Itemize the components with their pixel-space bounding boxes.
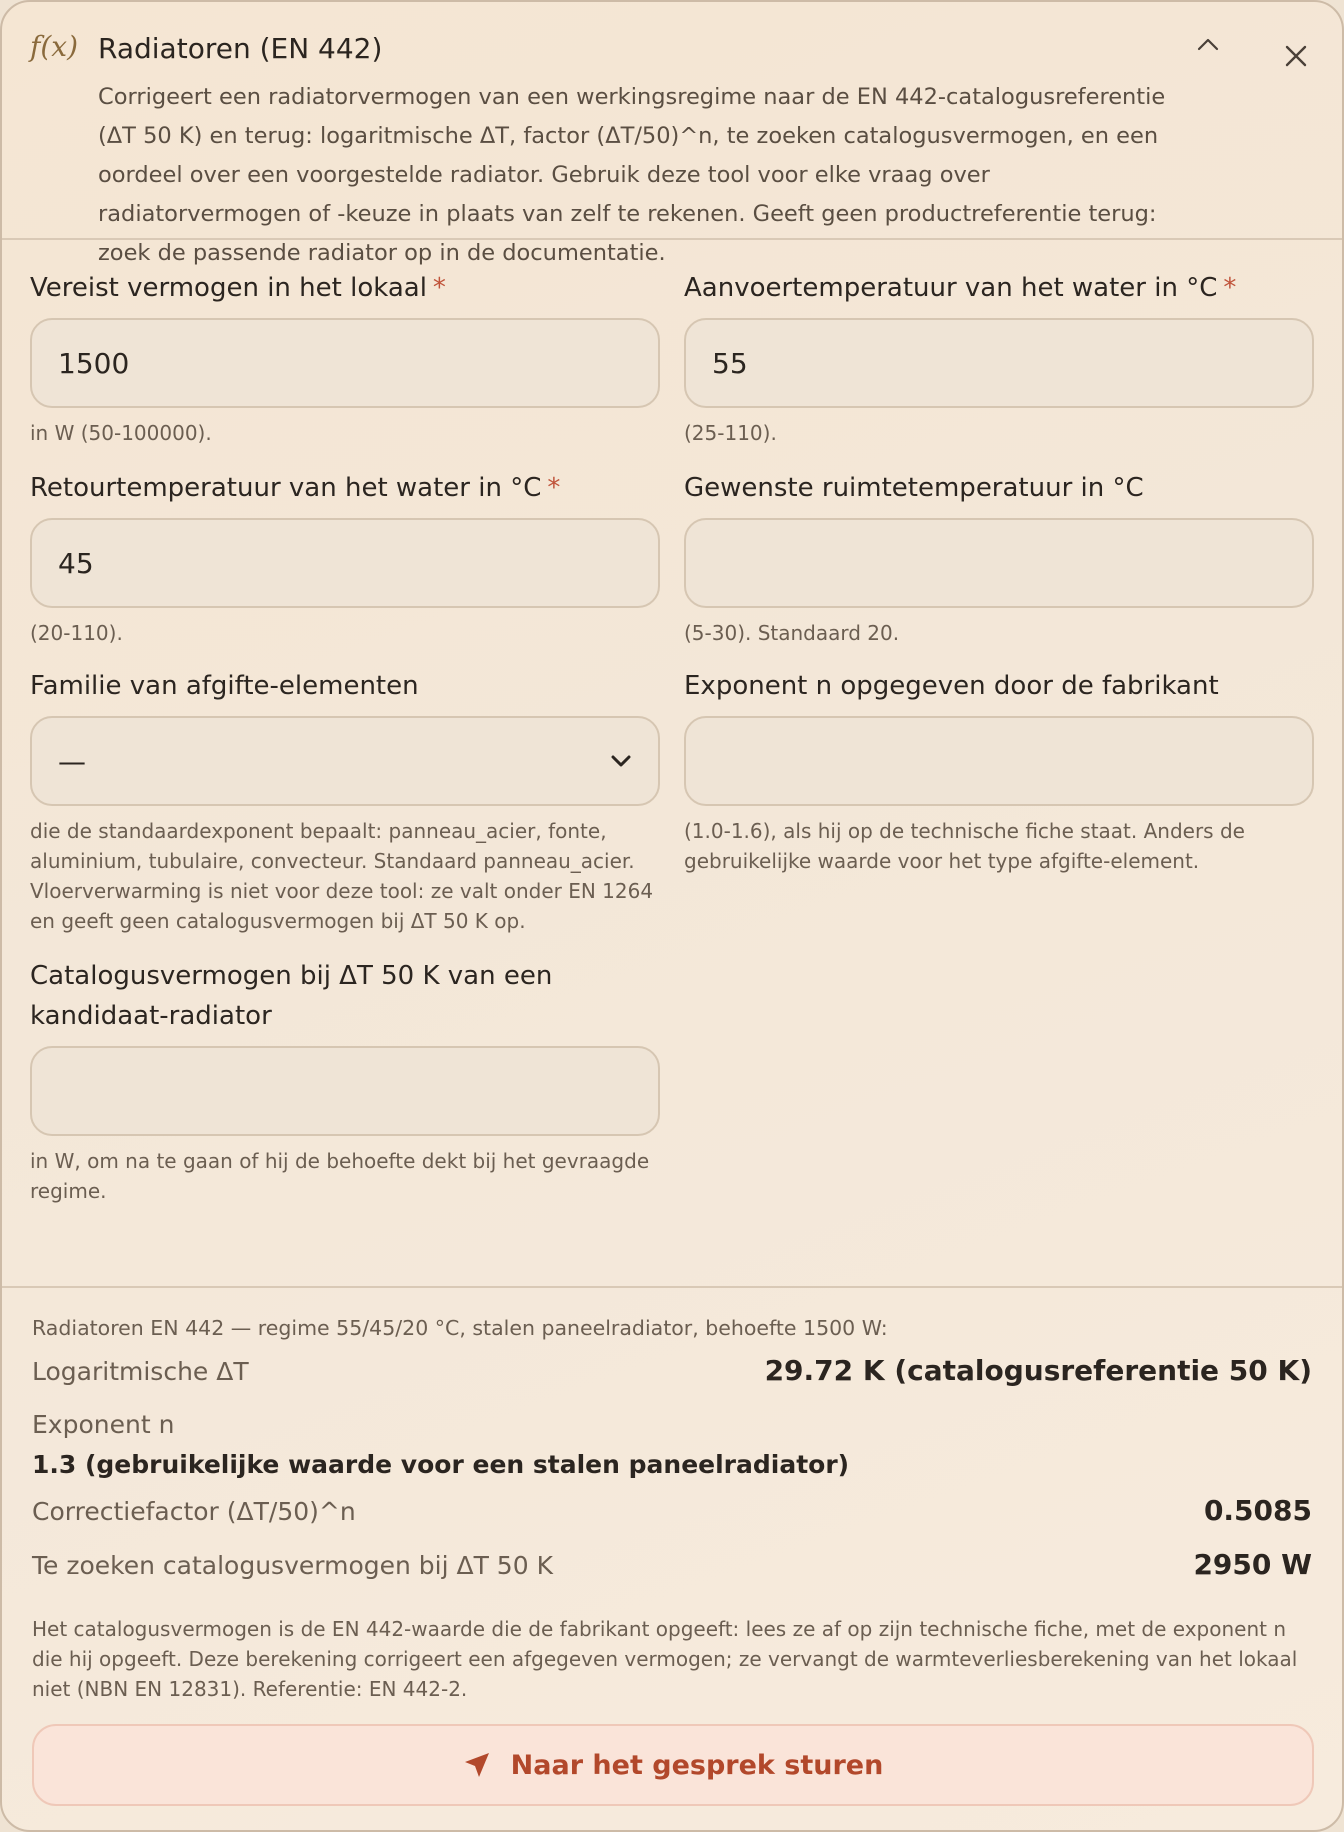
field-label: Aanvoertemperatuur van het water in °C * [684,273,1237,303]
panel-header [2,2,1342,266]
power-input[interactable] [30,318,660,408]
tool-description: Corrigeert een radiatorvermogen van een werkingsregime naar de EN 442-catalogusreferentie (ΔT 50 K) en terug: logaritmische ΔT, factor (ΔT/50)^n, te zoeken catalogusvermogen, en een oordeel over een voorgestelde radiator. Gebruik deze tool voor elke vraag over radiatorvermogen of -keuze in plaats van zelf te rekenen. Geeft geen productreferentie terug: zoek de passende radiator op in de documentatie. [98,84,1166,266]
field-hint: (20-110). [30,621,123,645]
send-to-chat-button[interactable] [32,1724,1314,1806]
field-power [30,268,660,448]
input-value: 55 [712,346,748,380]
field-hint: (25-110). [684,421,777,445]
result-label: Exponent n [32,1410,175,1439]
field-return-temp [30,468,660,648]
required-marker: * [547,473,561,503]
field-label: Retourtemperatuur van het water in °C * [30,473,561,503]
parameters-form [2,240,1342,1288]
field-hint: (5-30). Standaard 20. [684,621,900,645]
field-family [30,666,660,936]
result-value: 2950 W [1193,1548,1312,1581]
select-value: — [58,744,86,778]
room-temp-input[interactable] [684,518,1314,608]
field-label: Exponent n opgegeven door de fabrikant [684,671,1219,701]
exponent-input[interactable] [684,716,1314,806]
required-marker: * [1223,273,1237,303]
send-button-label: Naar het gesprek sturen [510,1749,884,1781]
field-hint: die de standaardexponent bepaalt: panneau_acier, fonte, aluminium, tubulaire, convecteur. Standaard panneau_acier. Vloerverwarming is niet voor deze tool: ze valt onder EN 1264 en geeft geen catalogusvermogen bij ΔT 50 K op. [30,819,654,933]
result-label: Logaritmische ΔT [32,1357,249,1386]
panel-title: Radiatoren (EN 442) [98,32,383,65]
field-label: Familie van afgifte-elementen [30,671,419,701]
results-intro: Radiatoren EN 442 — regime 55/45/20 °C, stalen paneelradiator, behoefte 1500 W: [32,1316,888,1340]
collapse-button[interactable] [1188,24,1228,64]
result-row-log-dt [32,1354,1312,1404]
field-label: Vereist vermogen in het lokaal * [30,273,446,303]
results-section [2,1288,1342,1704]
result-row-factor [32,1494,1312,1544]
return-temp-input[interactable] [30,518,660,608]
close-icon [1285,45,1307,67]
supply-temp-input[interactable] [684,318,1314,408]
results-note: Het catalogusvermogen is de EN 442-waarde die de fabrikant opgeeft: lees ze af op zijn technische fiche, met de exponent n die hij opgeeft. Deze berekening corrigeert een afgegeven vermogen; ze vervangt de warmteverliesberekening van het lokaal niet (NBN EN 12831). Referentie: EN 442-2. [32,1617,1298,1701]
chevron-up-icon [1196,37,1220,51]
field-label: Catalogusvermogen bij ΔT 50 K van een kandidaat-radiator [30,961,553,1031]
chevron-down-icon [610,754,632,768]
field-label: Gewenste ruimtetemperatuur in °C [684,473,1144,503]
field-catalog-power [30,956,660,1206]
field-hint: in W, om na te gaan of hij de behoefte dekt bij het gevraagde regime. [30,1149,650,1203]
result-value: 1.3 (gebruikelijke waarde voor een stalen paneelradiator) [32,1450,850,1479]
required-marker: * [432,273,446,303]
result-row-exponent [32,1404,1312,1484]
result-label: Correctiefactor (ΔT/50)^n [32,1497,356,1526]
catalog-power-input[interactable] [30,1046,660,1136]
result-value: 29.72 K (catalogusreferentie 50 K) [764,1354,1312,1387]
input-value: 1500 [58,346,130,380]
field-supply-temp [684,268,1314,448]
input-value: 45 [58,546,94,580]
field-exponent [684,666,1314,876]
send-icon [463,1751,491,1779]
family-select[interactable] [30,716,660,806]
result-row-catalog [32,1548,1312,1598]
result-value: 0.5085 [1203,1494,1312,1527]
field-room-temp [684,468,1314,648]
field-hint: in W (50-100000). [30,421,212,445]
function-icon: f(x) [30,30,79,63]
close-button[interactable] [1276,36,1316,76]
field-hint: (1.0-1.6), als hij op de technische fiche staat. Anders de gebruikelijke waarde voor het type afgifte-element. [684,819,1245,873]
result-label: Te zoeken catalogusvermogen bij ΔT 50 K [32,1551,553,1580]
